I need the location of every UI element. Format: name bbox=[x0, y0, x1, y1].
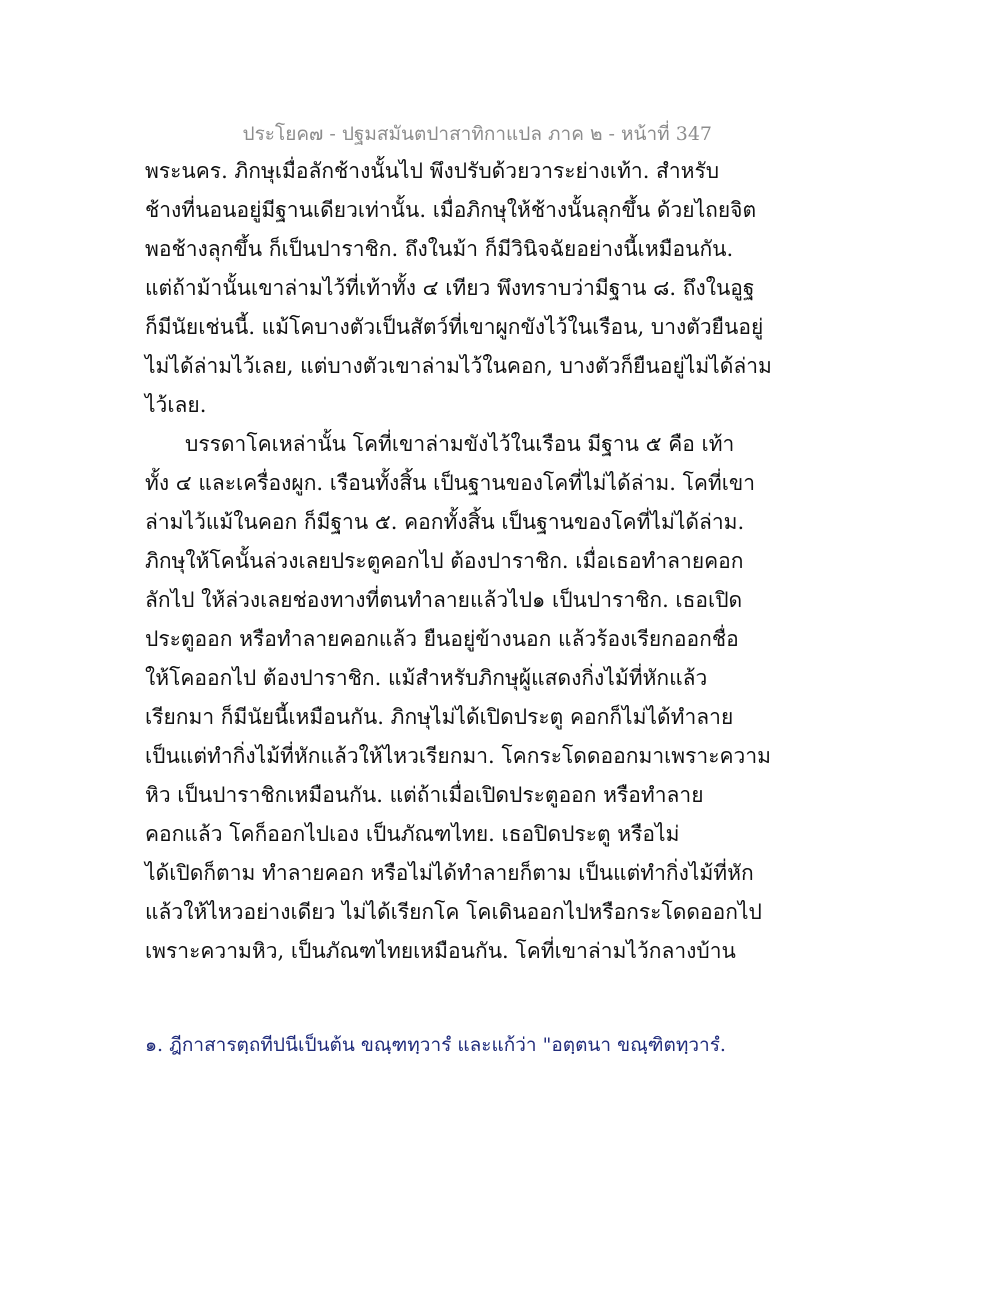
text-line: เรียกมา ก็มีนัยนี้เหมือนกัน. ภิกษุไม่ได้เปิดประตู คอกก็ไม่ได้ทำลาย bbox=[145, 705, 734, 729]
text-line: ลักไป ให้ล่วงเลยช่องทางที่ตนทำลายแล้วไป๑ เป็นปาราชิก. เธอเปิด bbox=[145, 588, 743, 612]
footnote: ๑. ฎีกาสารตฺถทีปนีเป็นต้น ขณฺฑทฺวารํ และแก้ว่า "อตฺตนา ขณฺฑิตทฺวารํ. bbox=[145, 1034, 726, 1056]
body-text bbox=[145, 152, 772, 971]
text-line: ล่ามไว้แม้ในคอก ก็มีฐาน ๕. คอกทั้งสิ้น เป็นฐานของโคที่ไม่ได้ล่าม. bbox=[145, 510, 745, 534]
paragraph-start-line: บรรดาโคเหล่านั้น โคที่เขาล่ามขังไว้ในเรือน มีฐาน ๕ คือ เท้า bbox=[185, 432, 735, 456]
text-line: ช้างที่นอนอยู่มีฐานเดียวเท่านั้น. เมื่อภิกษุให้ช้างนั้นลุกขึ้น ด้วยไถยจิต bbox=[145, 198, 757, 222]
running-header: ประโยค๗ - ปฐมสมันตปาสาทิกาแปล ภาค ๒ - หน้าที่ 347 bbox=[242, 123, 712, 145]
text-line: เป็นแต่ทำกิ่งไม้ที่หักแล้วให้ไหวเรียกมา. โคกระโดดออกมาเพราะความ bbox=[145, 744, 771, 768]
text-line: หิว เป็นปาราชิกเหมือนกัน. แต่ถ้าเมื่อเปิดประตูออก หรือทำลาย bbox=[145, 783, 704, 807]
text-line: แต่ถ้าม้านั้นเขาล่ามไว้ที่เท้าทั้ง ๔ เทียว พึงทราบว่ามีฐาน ๘. ถึงในอูฐ bbox=[145, 276, 755, 300]
text-line: แล้วให้ไหวอย่างเดียว ไม่ได้เรียกโค โคเดินออกไปหรือกระโดดออกไป bbox=[145, 900, 762, 924]
text-line: ให้โคออกไป ต้องปาราชิก. แม้สำหรับภิกษุผู้แสดงกิ่งไม้ที่หักแล้ว bbox=[145, 666, 708, 690]
text-line: ประตูออก หรือทำลายคอกแล้ว ยืนอยู่ข้างนอก แล้วร้องเรียกออกชื่อ bbox=[145, 627, 739, 651]
text-line: ได้เปิดก็ตาม ทำลายคอก หรือไม่ได้ทำลายก็ตาม เป็นแต่ทำกิ่งไม้ที่หัก bbox=[145, 861, 754, 885]
text-line: พอช้างลุกขึ้น ก็เป็นปาราชิก. ถึงในม้า ก็มีวินิจฉัยอย่างนี้เหมือนกัน. bbox=[145, 237, 734, 261]
text-line: ทั้ง ๔ และเครื่องผูก. เรือนทั้งสิ้น เป็นฐานของโคที่ไม่ได้ล่าม. โคที่เขา bbox=[145, 471, 756, 495]
text-line: คอกแล้ว โคก็ออกไปเอง เป็นภัณฑไทย. เธอปิดประตู หรือไม่ bbox=[145, 822, 680, 846]
text-line: ไม่ได้ล่ามไว้เลย, แต่บางตัวเขาล่ามไว้ในคอก, บางตัวก็ยืนอยู่ไม่ได้ล่าม bbox=[145, 354, 772, 378]
text-line: ภิกษุให้โคนั้นล่วงเลยประตูคอกไป ต้องปาราชิก. เมื่อเธอทำลายคอก bbox=[145, 549, 744, 573]
text-line: ไว้เลย. bbox=[145, 393, 207, 417]
text-line: ก็มีนัยเช่นนี้. แม้โคบางตัวเป็นสัตว์ที่เขาผูกขังไว้ในเรือน, บางตัวยืนอยู่ bbox=[145, 315, 764, 339]
text-line: พระนคร. ภิกษุเมื่อลักช้างนั้นไป พึงปรับด้วยวาระย่างเท้า. สำหรับ bbox=[145, 159, 720, 183]
text-line: เพราะความหิว, เป็นภัณฑไทยเหมือนกัน. โคที่เขาล่ามไว้กลางบ้าน bbox=[145, 939, 736, 963]
